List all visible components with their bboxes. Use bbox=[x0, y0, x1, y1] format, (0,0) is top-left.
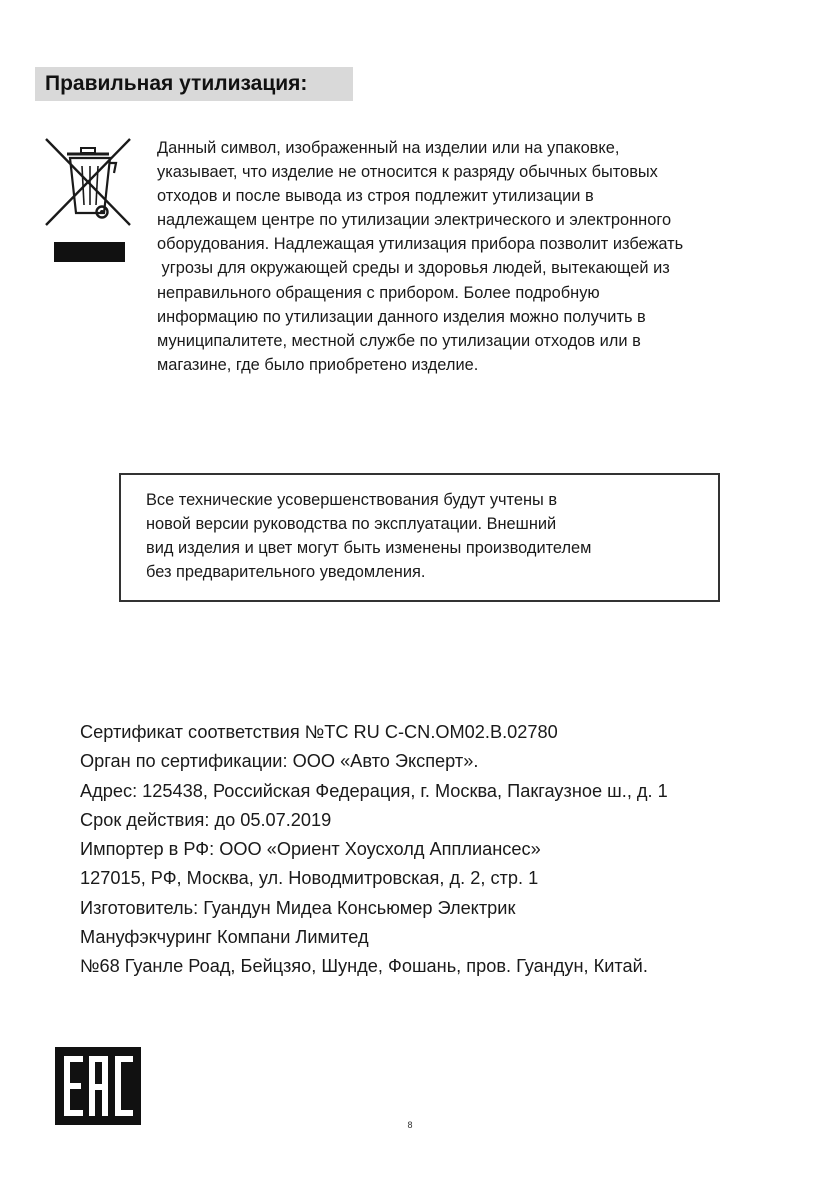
crossed-out-wheelie-bin-icon bbox=[40, 133, 136, 265]
certificate-line: Импортер в РФ: ООО «Ориент Хоусхолд Апплиансес» bbox=[80, 839, 541, 860]
certificate-line: Срок действия: до 05.07.2019 bbox=[80, 809, 332, 830]
disposal-paragraph bbox=[157, 136, 817, 377]
certificate-line: Сертификат соответствия №ТС RU C-CN.ОМ02.В.02780 bbox=[80, 722, 558, 742]
certificate-line: №68 Гуанле Роад, Бейцзяо, Шунде, Фошань, пров. Гуандун, Китай. bbox=[80, 956, 648, 977]
page-number: 8 bbox=[407, 1120, 413, 1130]
certificate-line: 127015, РФ, Москва, ул. Новодмитровская, д. 2, стр. 1 bbox=[80, 868, 539, 889]
text-line: информацию по утилизации данного изделия можно получить в bbox=[157, 307, 646, 326]
certificate-info bbox=[80, 718, 820, 982]
eac-mark-icon bbox=[55, 1047, 141, 1125]
text-line: оборудования. Надлежащая утилизация прибора позволит избежать bbox=[157, 235, 684, 254]
notice-line: без предварительного уведомления. bbox=[146, 563, 426, 582]
notice-line: вид изделия и цвет могут быть изменены производителем bbox=[146, 539, 592, 558]
certificate-line: Мануфэкчуринг Компани Лимитед bbox=[80, 927, 369, 948]
certificate-line: Изготовитель: Гуандун Мидеа Консьюмер Электрик bbox=[80, 897, 516, 918]
notice-line: новой версии руководства по эксплуатации. Внешний bbox=[146, 515, 557, 534]
page-title: Правильная утилизация: bbox=[35, 67, 353, 101]
text-line: надлежащем центре по утилизации электрического и электронного bbox=[157, 211, 672, 230]
text-line: отходов и после вывода из строя подлежит утилизации в bbox=[157, 187, 594, 206]
text-line: муниципалитете, местной службе по утилизации отходов или в bbox=[157, 331, 641, 350]
notice-box bbox=[119, 473, 720, 602]
text-line: указывает, что изделие не относится к разряду обычных бытовых bbox=[157, 163, 658, 182]
text-line: Данный символ, изображенный на изделии или на упаковке, bbox=[157, 139, 620, 157]
certificate-line: Адрес: 125438, Российская Федерация, г. Москва, Пакгаузное ш., д. 1 bbox=[80, 780, 668, 801]
notice-line: Все технические усовершенствования будут учтены в bbox=[146, 491, 558, 509]
certificate-line: Орган по сертификации: ООО «Авто Эксперт». bbox=[80, 751, 479, 772]
text-line: магазине, где было приобретено изделие. bbox=[157, 355, 479, 374]
text-line: неправильного обращения с прибором. Более подробную bbox=[157, 283, 600, 302]
text-line: угрозы для окружающей среды и здоровья людей, вытекающей из bbox=[157, 259, 670, 278]
